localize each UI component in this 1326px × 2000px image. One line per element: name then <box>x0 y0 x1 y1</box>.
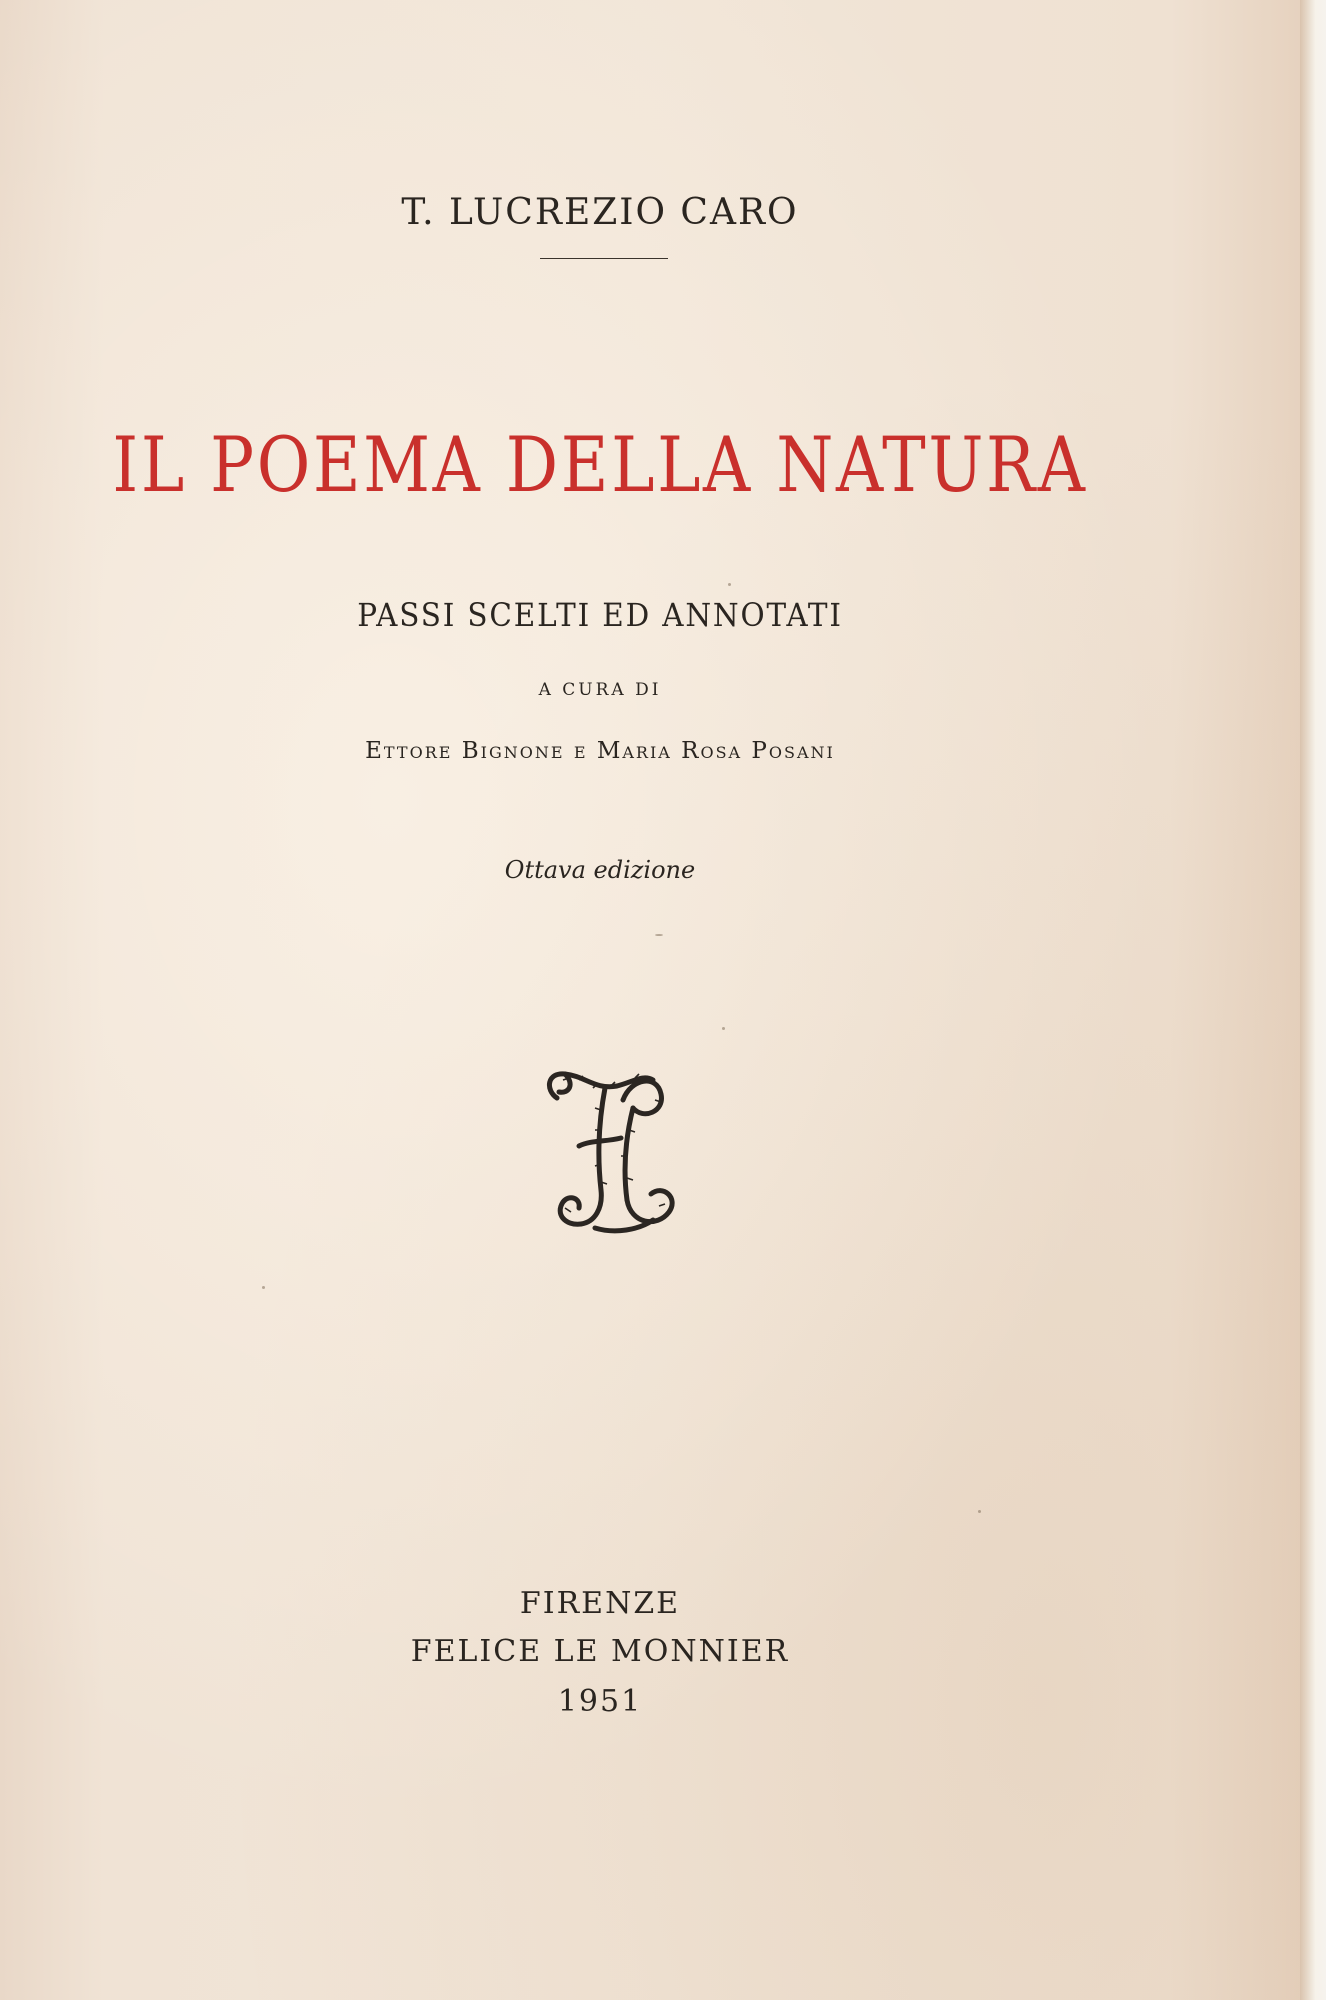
publisher-name: FELICE LE MONNIER <box>410 1634 790 1669</box>
paper-speck <box>978 1510 981 1513</box>
paper-speck <box>262 1286 265 1289</box>
book-subtitle: PASSI SCELTI ED ANNOTATI <box>357 596 843 634</box>
paper-edge <box>1300 0 1326 2000</box>
publication-city: FIRENZE <box>519 1586 681 1621</box>
book-title: IL POEMA DELLA NATURA <box>112 420 1088 509</box>
edition-label: Ottava edizione <box>504 856 696 884</box>
monogram-fl-icon <box>535 1060 685 1240</box>
editors-names: Ettore Bignone e Maria Rosa Posani <box>365 738 835 764</box>
paper-speck <box>722 1027 725 1030</box>
author-name: T. LUCREZIO CARO <box>401 192 799 233</box>
paper-speck <box>655 934 663 936</box>
curated-by-label: A CURA DI <box>538 680 662 700</box>
author-rule <box>540 258 668 259</box>
publication-year: 1951 <box>557 1684 643 1719</box>
paper-speck <box>728 583 731 586</box>
